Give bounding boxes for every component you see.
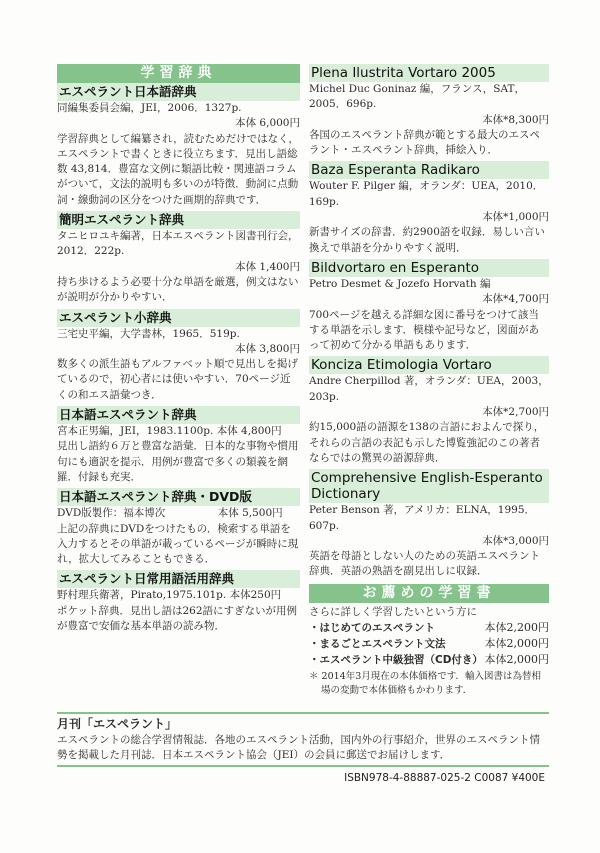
recommend-item bbox=[309, 636, 549, 652]
entry-description: 数多くの派生語もアルファベット順で見出しを掲げているので，初心者には使いやすい．70ページ近くの和エス語彙つき． bbox=[57, 358, 298, 401]
entry-description: 700ページを越える詳細な図に番号をつけて該当する単語を示します．模様や記号など，図面があって初めて分かる単語もあります． bbox=[309, 308, 540, 352]
entry-meta: Wouter F. Pilger 編，オランダ：UEA，2010．169p. bbox=[309, 180, 544, 208]
entry-concise-dictionary bbox=[57, 211, 300, 305]
recommend-item-price: 本体2,200円 bbox=[484, 621, 549, 635]
entry-konciza-etimologia-vortaro bbox=[309, 356, 549, 466]
entry-title: Comprehensive English-Esperanto Dictionary bbox=[309, 469, 549, 503]
entry-title: Konciza Etimologia Vortaro bbox=[309, 356, 549, 374]
entry-dvd-dictionary bbox=[57, 488, 300, 567]
recommend-item-title: ・はじめてのエスペラント bbox=[309, 622, 435, 635]
entry-description: 各国のエスペラント辞典が範とする最大のエスペラント・エスペラント辞典，挿絵入り． bbox=[309, 128, 540, 157]
recommend-item-title: ・エスペラント中級独習（CD付き） bbox=[309, 654, 483, 667]
recommend-item bbox=[309, 652, 549, 668]
price-note: ＊ 2014年3月現在の本体価格です．輸入図書は為替相場の変動で本体価格もかわります． bbox=[309, 671, 541, 697]
entry-price: 本体*2,700円 bbox=[482, 406, 549, 419]
entry-meta: Petro Desmet & Jozefo Horvath 編 bbox=[309, 277, 491, 290]
recommend-item-title: ・まるごとエスペラント文法 bbox=[309, 638, 446, 651]
entry-title: Bildvortaro en Esperanto bbox=[309, 259, 549, 277]
entry-price: 本体*4,700円 bbox=[482, 293, 549, 306]
entry-description: 約15,000語の語源を138の言語におよんで探り，それらの言語の表記も示した博覧強記のこの著者ならではの驚異の語源辞典． bbox=[309, 421, 545, 464]
entry-title: 日本語エスペラント辞典・DVD版 bbox=[57, 488, 300, 506]
entry-english-esperanto-dictionary bbox=[309, 469, 549, 579]
entry-title: 簡明エスペラント辞典 bbox=[57, 211, 300, 229]
left-column bbox=[57, 64, 300, 637]
entry-price: 本体 6,000円 bbox=[235, 117, 300, 130]
entry-daily-usage-dictionary bbox=[57, 570, 300, 634]
entry-title: Baza Esperanta Radikaro bbox=[309, 161, 549, 179]
entry-price: 本体*1,000円 bbox=[482, 211, 549, 224]
entry-price: 本体 1,400円 bbox=[235, 260, 300, 273]
entry-meta: Andre Cherpillod 著，オランダ：UEA，2003，203p. bbox=[309, 375, 549, 403]
entry-price: 本体*3,000円 bbox=[482, 534, 549, 547]
recommend-item bbox=[309, 620, 549, 636]
entry-baza-esperanta-radikaro bbox=[309, 161, 549, 255]
entry-meta: 同編集委員会編，JEI，2006．1327p. bbox=[57, 102, 242, 114]
entry-description: 上記の辞典にDVDをつけたもの．検索する単語を入力するとその単語が載っているページが瞬時に現れ，拡大してみることもできる． bbox=[57, 522, 299, 566]
entry-price: 本体*8,300円 bbox=[482, 113, 549, 126]
recommend-item-price: 本体2,000円 bbox=[484, 653, 549, 667]
entry-title: エスペラント日常用語活用辞典 bbox=[57, 570, 300, 588]
entry-description: 英語を母語としない人のための英語エスペラント辞典．英語の熟語を副見出しに収録． bbox=[309, 550, 540, 578]
entry-esperanto-japanese-dictionary bbox=[57, 83, 300, 208]
entry-meta: 三宅史平編，大学書林，1965．519p. bbox=[57, 327, 240, 340]
entry-meta: Michel Duc Goninaz 編，フランス，SAT，2005．696p. bbox=[309, 83, 525, 111]
entry-title: Plena Ilustrita Vortaro 2005 bbox=[309, 64, 549, 82]
recommend-item-price: 本体2,000円 bbox=[484, 637, 549, 651]
entry-title: エスペラント小辞典 bbox=[57, 309, 300, 327]
entry-description: ポケット辞典．見出し語は262語にすぎないが用例が豊富で安価な基本単語の読み物． bbox=[57, 604, 298, 633]
entry-japanese-esperanto-dictionary bbox=[57, 406, 300, 485]
entry-description: 学習辞典として編纂され，読むためだけではなく，エスペラントで書くときに役立ちます．見出し語総数 43,814．豊富な文例に類語比較・関連語コラムがついて，文法的説明も多いのが特徴．動詞に点動詞・線動詞の区分をつけた画期的辞典です． bbox=[57, 132, 299, 206]
entry-small-dictionary bbox=[57, 309, 300, 403]
entry-description: 新書サイズの辞書．約2900語を収録．易しい言い換えで単語を分かりやすく説明． bbox=[309, 226, 545, 254]
entry-description: 持ち歩けるよう必要十分な単語を厳選，例文はないが説明が分かりやすい． bbox=[57, 275, 299, 304]
entry-meta: 宮本正男編，JEI，1983.1100p. 本体 4,800円 bbox=[57, 425, 282, 438]
entry-title: エスペラント日本語辞典 bbox=[57, 83, 300, 101]
entry-plena-ilustrita-vortaro bbox=[309, 64, 549, 158]
magazine-title: 月刊「エスペラント」 bbox=[57, 717, 178, 731]
entry-description: 見出し語約６万と豊富な語彙．日本的な事物や慣用句にも適訳を提示．用例が豊富で多くの類義を網羅．付録も充実． bbox=[57, 440, 299, 483]
magazine-description: エスペラントの総合学習情報誌．各地のエスペラント活動，国内外の行事紹介，世界のエスペラント情勢を掲載した月刊誌．日本エスペラント協会（JEI）の会員に郵送でお届けします． bbox=[57, 734, 540, 761]
entry-title: 日本語エスペラント辞典 bbox=[57, 406, 300, 424]
right-column bbox=[309, 64, 549, 708]
entry-price: 本体 3,800円 bbox=[235, 342, 300, 355]
recommend-intro: さらに詳しく学習したいという方に bbox=[309, 605, 477, 618]
isbn-code: ISBN978-4-88887-025-2 C0087 ¥400E bbox=[344, 772, 545, 784]
magazine-box bbox=[57, 712, 549, 767]
section-header-recommended: お薦めの学習書 bbox=[309, 584, 549, 603]
entry-bildvortaro bbox=[309, 259, 549, 353]
entry-meta: Peter Benson 著，アメリカ：ELNA，1995．607p. bbox=[309, 504, 535, 532]
section-header-dictionaries: 学習辞典 bbox=[57, 64, 300, 83]
entry-meta: タニヒロユキ編著，日本エスペラント図書刊行会，2012．222p. bbox=[57, 230, 299, 258]
entry-meta: 野村理兵衛著，Pirato,1975.101p. 本体250円 bbox=[57, 589, 282, 602]
entry-meta: DVD版製作：福本博次 本体 5,500円 bbox=[57, 507, 283, 520]
